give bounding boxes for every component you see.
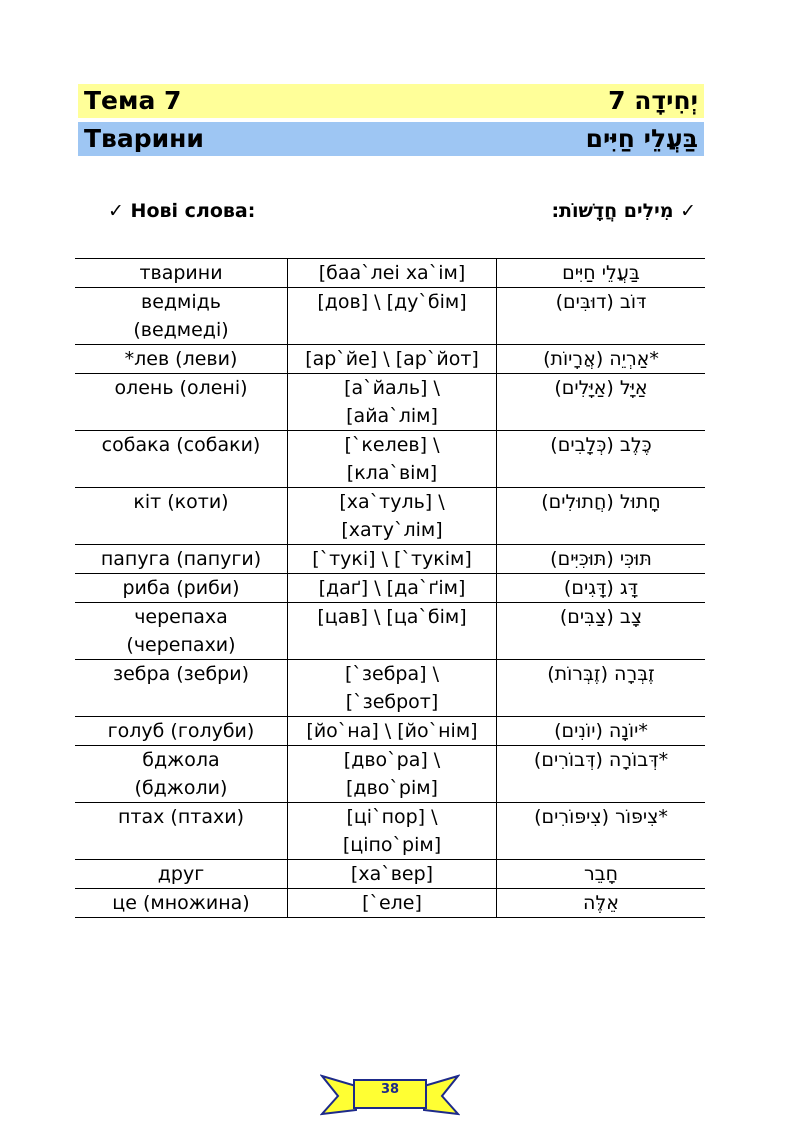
checkmark-icon: ✓ <box>680 200 696 222</box>
topic-band <box>78 84 704 118</box>
ukrainian-word: зебра (зебри) <box>113 663 249 685</box>
hebrew-word: *צִיפּוֹר (צִיפּוֹרִים) <box>497 803 706 860</box>
transliteration-cell <box>288 660 497 717</box>
topic-title-ua: Тема 7 <box>84 86 182 115</box>
transliteration: [ха`вер] <box>350 863 434 885</box>
transliteration: [`еле] <box>362 892 422 914</box>
transliteration-cell <box>288 259 497 288</box>
table-row <box>75 488 705 545</box>
topic-title-he: יְחִידָה 7 <box>608 86 698 115</box>
ukrainian-word: риба (риби) <box>122 577 240 599</box>
ukrainian-cell <box>75 345 288 374</box>
ukrainian-word: *лев (леви) <box>124 348 238 370</box>
transliteration: [дво`рім] <box>346 777 438 799</box>
table-row <box>75 545 705 574</box>
hebrew-word: חָתוּל (חֲתוּלִים) <box>497 488 706 545</box>
ukrainian-cell <box>75 860 288 889</box>
transliteration-cell <box>288 488 497 545</box>
transliteration: [ха`туль] \ <box>339 491 445 513</box>
transliteration-cell <box>288 860 497 889</box>
new-words-heading-ua <box>108 200 255 222</box>
ukrainian-word: друг <box>157 863 205 885</box>
subject-title-ua: Тварини <box>84 124 204 153</box>
table-row <box>75 574 705 603</box>
transliteration: [`зеброт] <box>345 691 439 713</box>
table-row <box>75 288 705 345</box>
transliteration-cell <box>288 345 497 374</box>
hebrew-word: *דְּבוֹרָה (דְּבוֹרִים) <box>497 746 706 803</box>
transliteration: [даґ] \ [да`ґім] <box>318 577 466 599</box>
hebrew-word: תּוּכִּי (תּוּכִּיִּים) <box>497 545 706 574</box>
ukrainian-word: (черепахи) <box>126 634 236 656</box>
ukrainian-word: собака (собаки) <box>101 434 261 456</box>
table-row <box>75 345 705 374</box>
ukrainian-cell <box>75 288 288 345</box>
subject-title-he: בַּעֲלֵי חַיִּים <box>585 124 698 153</box>
hebrew-word: אֵלֶּה <box>497 889 706 918</box>
hebrew-word: חָבֵר <box>497 860 706 889</box>
vocabulary-table <box>75 258 705 918</box>
checkmark-icon: ✓ <box>108 200 124 222</box>
hebrew-word: *אַרְיֵה (אֲרָיוֹת) <box>497 345 706 374</box>
transliteration: [ар`йе] \ [ар`йот] <box>305 348 479 370</box>
table-row <box>75 603 705 660</box>
ukrainian-cell <box>75 717 288 746</box>
table-row <box>75 803 705 860</box>
transliteration: [ці`пор] \ <box>346 806 438 828</box>
table-row <box>75 431 705 488</box>
ukrainian-cell <box>75 746 288 803</box>
hebrew-word: *יוֹנָה (יוֹנִים) <box>497 717 706 746</box>
transliteration-cell <box>288 889 497 918</box>
hebrew-word: דָּג (דָּגִים) <box>497 574 706 603</box>
table-row <box>75 374 705 431</box>
table-row <box>75 259 705 288</box>
transliteration: [`зебра] \ <box>345 663 439 685</box>
transliteration: [йо`на] \ [йо`нім] <box>306 720 478 742</box>
transliteration: [а`йаль] \ <box>344 377 440 399</box>
transliteration-cell <box>288 603 497 660</box>
ukrainian-word: черепаха <box>134 606 228 628</box>
ukrainian-word: олень (олені) <box>114 377 248 399</box>
ukrainian-word: кіт (коти) <box>133 491 229 513</box>
transliteration: [`тукі] \ [`тукім] <box>312 548 472 570</box>
transliteration: [дов] \ [ду`бім] <box>317 291 467 313</box>
transliteration-cell <box>288 746 497 803</box>
new-words-heading-he <box>551 200 696 222</box>
transliteration: [айа`лім] <box>346 405 438 427</box>
transliteration-cell <box>288 431 497 488</box>
ukrainian-cell <box>75 488 288 545</box>
ukrainian-cell <box>75 431 288 488</box>
transliteration: [хату`лім] <box>341 519 443 541</box>
transliteration: [кла`вім] <box>346 462 438 484</box>
ukrainian-cell <box>75 803 288 860</box>
hebrew-word: אַיָּל (אַיָּלִים) <box>497 374 706 431</box>
page-number: 38 <box>380 1082 400 1097</box>
ukrainian-word: ведмідь <box>141 291 221 313</box>
ukrainian-cell <box>75 545 288 574</box>
transliteration-cell <box>288 545 497 574</box>
table-row <box>75 860 705 889</box>
table-row <box>75 717 705 746</box>
hebrew-word: צָב (צַבִּים) <box>497 603 706 660</box>
table-row <box>75 889 705 918</box>
transliteration-cell <box>288 803 497 860</box>
ukrainian-cell <box>75 259 288 288</box>
subject-band <box>78 122 704 156</box>
ukrainian-cell <box>75 889 288 918</box>
ukrainian-word: голуб (голуби) <box>107 720 255 742</box>
ukrainian-word: тварини <box>139 262 223 284</box>
table-row <box>75 660 705 717</box>
ukrainian-word: бджола <box>142 749 220 771</box>
hebrew-word: זֶבְּרָה (זֶבְּרוֹת) <box>497 660 706 717</box>
transliteration: [цав] \ [ца`бім] <box>317 606 467 628</box>
transliteration-cell <box>288 374 497 431</box>
transliteration: [`келев] \ <box>344 434 440 456</box>
hebrew-word: דּוֹב (דוּבִּים) <box>497 288 706 345</box>
ukrainian-word: (ведмеді) <box>133 319 229 341</box>
table-row <box>75 746 705 803</box>
new-words-label-ua: Нові слова: <box>130 200 256 222</box>
page-number-badge <box>320 1072 460 1116</box>
ukrainian-word: папуга (папуги) <box>100 548 262 570</box>
ukrainian-cell <box>75 603 288 660</box>
transliteration: [баа`леі ха`ім] <box>318 262 466 284</box>
transliteration: [ціпо`рім] <box>342 834 442 856</box>
transliteration-cell <box>288 288 497 345</box>
ukrainian-word: птах (птахи) <box>118 806 244 828</box>
transliteration: [дво`ра] \ <box>343 749 441 771</box>
ukrainian-cell <box>75 374 288 431</box>
ukrainian-cell <box>75 660 288 717</box>
transliteration-cell <box>288 717 497 746</box>
transliteration-cell <box>288 574 497 603</box>
ukrainian-cell <box>75 574 288 603</box>
ukrainian-word: це (множина) <box>112 892 250 914</box>
ukrainian-word: (бджоли) <box>134 777 228 799</box>
new-words-label-he: מִילִים חֲדָשׁוֹת: <box>551 200 674 222</box>
hebrew-word: בַּעֲלֵי חַיִּים <box>497 259 706 288</box>
hebrew-word: כֶּלֶב (כְּלָבִים) <box>497 431 706 488</box>
